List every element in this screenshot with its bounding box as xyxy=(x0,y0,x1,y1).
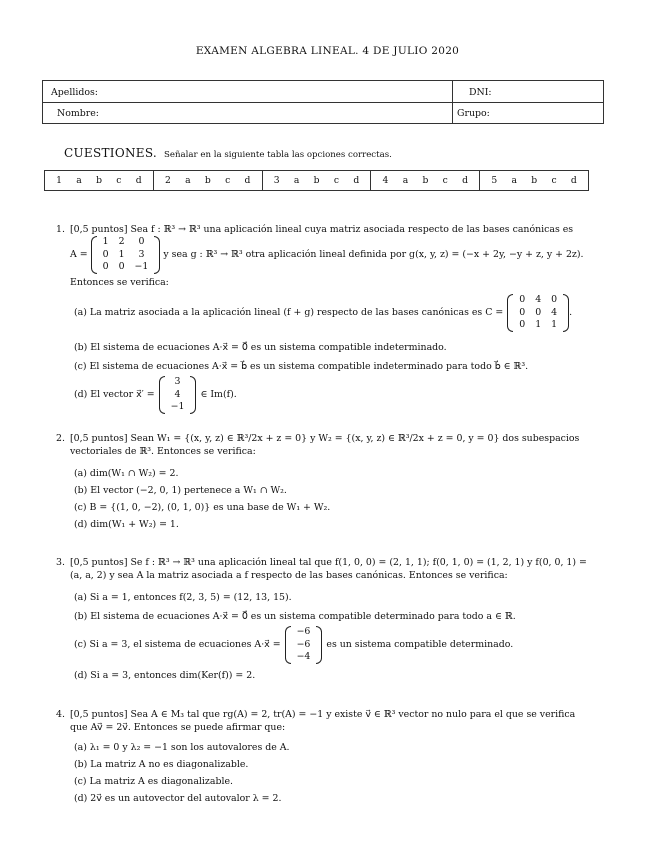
question-text: [0,5 puntos] Se f : ℝ³ → ℝ³ una aplicación lineal tal que f(1, 0, 0) = (2, 1, 1); f(0, 1, 0) = (1, 2, 1) y f(0, 0, 1) = xyxy=(70,557,587,568)
answer-cell-2[interactable] xyxy=(153,171,262,190)
matrix-entry: 4 xyxy=(551,306,558,318)
question-2 xyxy=(56,432,596,458)
question-text: y sea g : ℝ³ → ℝ³ otra aplicación lineal definida por g(x, y, z) = (−x + 2y, −y + z, y + 2z). xyxy=(163,249,584,261)
question-number: 1. xyxy=(56,224,65,235)
option-b[interactable]: b xyxy=(422,175,429,186)
matrix-entry: 0 xyxy=(138,236,145,247)
option-c[interactable]: c xyxy=(551,175,557,186)
question-text: [0,5 puntos] Sea A ∈ M₃ tal que rg(A) = 2, tr(A) = −1 y existe v⃗ ∈ ℝ³ vector no nulo para el que se verifica xyxy=(70,709,576,720)
option-text: (d) El vector x⃗′ = xyxy=(74,389,155,401)
option-text: (c) Si a = 3, el sistema de ecuaciones A·x⃗ = xyxy=(74,639,281,651)
question-1-matrix-line xyxy=(70,236,584,274)
question-4-option-a: (a) λ₁ = 0 y λ₂ = −1 son los autovalores de A. xyxy=(74,742,290,753)
question-3-option-a: (a) Si a = 1, entonces f(2, 3, 5) = (12, 13, 15). xyxy=(74,592,292,603)
question-2-option-b: (b) El vector (−2, 0, 1) pertenece a W₁ ∩ W₂. xyxy=(74,485,287,496)
question-text: [0,5 puntos] Sean W₁ = {(x, y, z) ∈ ℝ³/2x + z = 0} y W₂ = {(x, y, z) ∈ ℝ³/2x + z = 0, y = 0} dos subespacios xyxy=(70,433,580,444)
answer-number: 2 xyxy=(164,175,171,186)
option-c[interactable]: c xyxy=(333,175,340,186)
vector-entry: 4 xyxy=(174,388,181,400)
option-text: ∈ Im(f). xyxy=(200,389,237,401)
matrix-entry: 3 xyxy=(138,248,145,260)
question-2-option-a: (a) dim(W₁ ∩ W₂) = 2. xyxy=(74,468,179,479)
cuestiones-title: CUESTIONES. xyxy=(64,146,158,160)
matrix-entry: 2 xyxy=(118,236,125,247)
option-d[interactable]: d xyxy=(462,175,468,186)
option-a[interactable]: a xyxy=(185,175,191,186)
option-d[interactable]: d xyxy=(353,175,360,186)
question-4-option-d: (d) 2v⃗ es un autovector del autovalor λ = 2. xyxy=(74,793,282,804)
question-text: [0,5 puntos] Sea f : ℝ³ → ℝ³ una aplicación lineal cuya matriz asociada respecto de las bases canónicas es xyxy=(70,224,574,235)
matrix-entry: 0 xyxy=(535,306,542,318)
question-4-option-c: (c) La matriz A es diagonalizable. xyxy=(74,776,233,787)
question-3-option-b: (b) El sistema de ecuaciones A·x⃗ = 0⃗ es un sistema compatible determinado para todo a ∈ ℝ. xyxy=(74,611,516,622)
answer-number: 1 xyxy=(56,175,62,186)
answer-cell-3[interactable] xyxy=(262,171,371,190)
question-2-option-d: (d) dim(W₁ + W₂) = 1. xyxy=(74,519,179,530)
vector-entry: −6 xyxy=(296,638,311,650)
question-1-option-a: (a) La matriz asociada a la aplicación lineal (f + g) respecto de las bases canónicas es C = 0 4 0 0 0 4 0 1 1 . xyxy=(74,294,573,330)
matrix-entry: −1 xyxy=(134,261,149,272)
page-title: EXAMEN ALGEBRA LINEAL. 4 DE JULIO 2020 xyxy=(195,45,460,57)
matrix-c xyxy=(507,294,569,332)
question-number: 2. xyxy=(56,433,65,444)
answer-number: 4 xyxy=(382,175,389,186)
vector-rhs xyxy=(285,626,323,664)
option-c[interactable]: c xyxy=(116,175,122,186)
question-3-option-c xyxy=(74,626,513,664)
matrix-entry: 0 xyxy=(519,319,526,330)
option-d[interactable]: d xyxy=(244,175,251,186)
dni-field[interactable]: DNI: xyxy=(469,87,492,98)
option-b[interactable]: b xyxy=(531,175,538,186)
option-c[interactable]: c xyxy=(442,175,448,186)
vector-entry: 3 xyxy=(174,376,181,387)
answer-table xyxy=(44,170,589,191)
option-c[interactable]: c xyxy=(225,175,231,186)
question-2-option-c: (c) B = {(1, 0, −2), (0, 1, 0)} es una base de W₁ + W₂. xyxy=(74,502,331,513)
question-text: Entonces se verifica: xyxy=(70,277,169,288)
matrix-entry: 1 xyxy=(102,236,109,247)
question-1-option-b: (b) El sistema de ecuaciones A·x⃗ = 0⃗ es un sistema compatible indeterminado. xyxy=(74,342,447,353)
option-b[interactable]: b xyxy=(313,175,320,186)
option-a[interactable]: a xyxy=(293,175,300,186)
question-text: que Av⃗ = 2v⃗. Entonces se puede afirmar que: xyxy=(70,722,286,733)
option-d[interactable]: d xyxy=(570,175,577,186)
option-a[interactable]: a xyxy=(402,175,409,186)
matrix-entry: 1 xyxy=(118,248,125,260)
question-4 xyxy=(56,708,596,734)
option-a[interactable]: a xyxy=(76,175,82,186)
matrix-entry: 4 xyxy=(535,294,542,305)
grupo-field[interactable]: Grupo: xyxy=(457,108,490,119)
cuestiones-instruction: Señalar en la siguiente tabla las opciones correctas. xyxy=(164,150,392,160)
question-text: (a, a, 2) y sea A la matriz asociada a f respecto de las bases canónicas. Entonces se verifica: xyxy=(70,570,508,581)
question-number: 4. xyxy=(56,709,65,720)
question-4-option-b: (b) La matriz A no es diagonalizable. xyxy=(74,759,249,770)
option-text: es un sistema compatible determinado. xyxy=(326,639,514,651)
matrix-entry: 0 xyxy=(519,306,526,318)
id-box-divider xyxy=(43,102,603,103)
question-number: 3. xyxy=(56,557,65,568)
option-b[interactable]: b xyxy=(96,175,102,186)
apellidos-field[interactable]: Apellidos: xyxy=(51,87,98,98)
cuestiones-heading xyxy=(64,146,392,160)
question-1-option-c: (c) El sistema de ecuaciones A·x⃗ = b⃗ es un sistema compatible indeterminado para todo b⃗ ∈ ℝ³. xyxy=(74,361,529,372)
option-b[interactable]: b xyxy=(204,175,211,186)
question-3 xyxy=(56,556,596,582)
option-a[interactable]: a xyxy=(511,175,517,186)
matrix-entry: 0 xyxy=(102,261,109,272)
vector-entry: −6 xyxy=(296,626,311,637)
question-1-option-d xyxy=(74,376,237,414)
nombre-field[interactable]: Nombre: xyxy=(57,108,99,119)
option-d[interactable]: d xyxy=(135,175,142,186)
vector-entry: −1 xyxy=(170,401,185,412)
matrix-a-label: A = xyxy=(70,249,88,261)
student-id-box xyxy=(42,80,604,124)
matrix-a xyxy=(91,236,161,274)
matrix-entry: 0 xyxy=(519,294,526,305)
question-1 xyxy=(56,223,596,236)
id-box-divider-vertical xyxy=(452,81,453,123)
answer-cell-5[interactable] xyxy=(479,171,588,190)
question-text: vectoriales de ℝ³. Entonces se verifica: xyxy=(70,446,256,457)
question-3-option-d: (d) Si a = 3, entonces dim(Ker(f)) = 2. xyxy=(74,670,256,681)
answer-cell-1[interactable] xyxy=(45,171,153,190)
matrix-entry: 1 xyxy=(535,319,542,330)
answer-number: 3 xyxy=(273,175,280,186)
matrix-entry: 0 xyxy=(118,261,125,272)
answer-number: 5 xyxy=(491,175,498,186)
matrix-entry: 0 xyxy=(551,294,558,305)
vector-entry: −4 xyxy=(296,651,311,662)
option-text: (a) La matriz asociada a la aplicación lineal (f + g) respecto de las bases canónicas es C = xyxy=(74,307,504,319)
matrix-entry: 1 xyxy=(551,319,558,330)
answer-cell-4[interactable] xyxy=(370,171,479,190)
matrix-entry: 0 xyxy=(102,248,109,260)
vector-x-prime xyxy=(159,376,197,414)
